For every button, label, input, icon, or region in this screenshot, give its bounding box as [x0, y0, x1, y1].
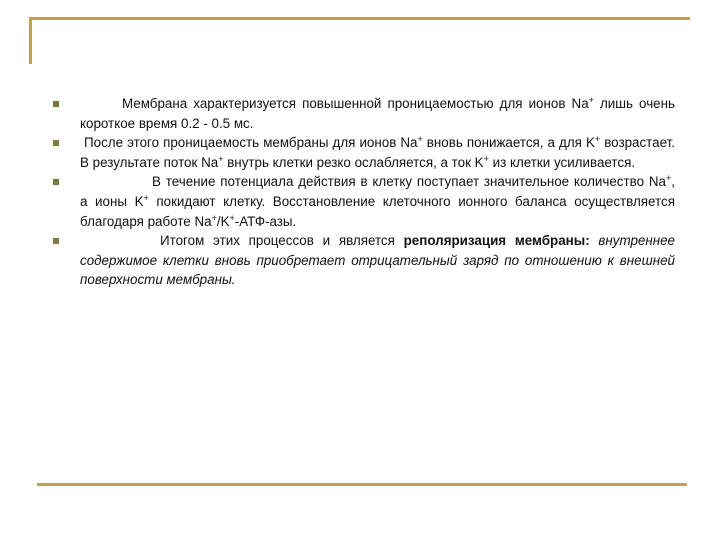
bottom-decor-line [37, 483, 687, 486]
bullet-item-4 [50, 231, 675, 290]
bullet-item-3 [50, 172, 675, 231]
superscript: + [483, 153, 489, 164]
superscript: + [417, 134, 423, 145]
text-run: Мембрана характеризуется повышенной проницаемостью для ионов Na [122, 96, 589, 111]
superscript: + [229, 212, 235, 223]
square-bullet-icon [53, 179, 59, 185]
text-run: В течение потенциала действия в клетку поступает значительное количество Na [152, 174, 666, 190]
left-decor-line [29, 17, 32, 64]
text-run: -АТФ-азы. [234, 213, 297, 229]
superscript: + [588, 95, 594, 105]
bullet-text [80, 133, 675, 172]
text-run: , а ионы K [80, 174, 675, 209]
text-run: /K [216, 213, 230, 229]
text-run: Итогом этих процессов и является [160, 233, 404, 249]
bullet-text [80, 94, 675, 133]
superscript: + [218, 153, 224, 164]
bullet-text [80, 172, 675, 231]
superscript: + [666, 173, 672, 184]
square-bullet-icon [53, 101, 59, 107]
bullet-list [50, 94, 675, 290]
text-run: лишь очень короткое время 0.2 - 0.5 мс. [80, 96, 675, 131]
top-decor-line [29, 17, 690, 20]
superscript: + [211, 212, 217, 223]
text-run: покидают клетку. Восстановление клеточного ионного баланса осуществляется благодаря работе Na [80, 193, 675, 229]
bullet-item-1 [50, 94, 675, 133]
text-run: внутрь клетки резко ослабляется, а ток K [223, 154, 484, 170]
bold-term: реполяризация мембраны: [403, 233, 590, 249]
italic-conclusion: внутреннее содержимое клетки вновь приобретает отрицательный заряд по отношению к внешней поверхности мембраны. [80, 233, 675, 288]
bullet-text [80, 231, 675, 290]
square-bullet-icon [53, 140, 59, 146]
superscript: + [594, 134, 601, 145]
square-bullet-icon [53, 238, 59, 244]
text-run: После этого проницаемость мембраны для ионов Na [84, 135, 418, 151]
superscript: + [143, 192, 149, 203]
text-run: вновь понижается, а для K [422, 135, 595, 151]
text-run: возрастает. В результате поток Na [80, 135, 675, 170]
bullet-item-2 [50, 133, 675, 172]
text-run: из клетки усиливается. [488, 154, 636, 170]
